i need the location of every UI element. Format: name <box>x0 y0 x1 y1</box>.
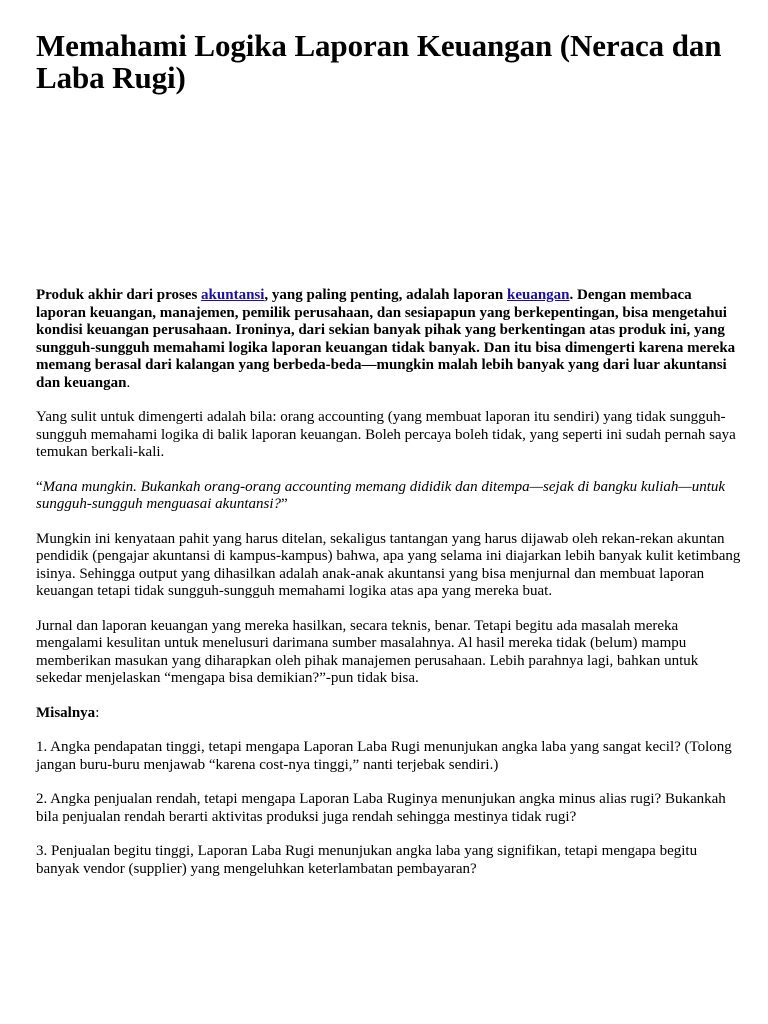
example-label: Misalnya <box>36 704 96 721</box>
list-item: 2. Angka penjualan rendah, tetapi mengapa Laporan Laba Ruginya menunjukan angka minus alias rugi? Bukankah bila penjualan rendah berarti aktivitas produksi juga rendah sehingga mestinya tidak rugi? <box>36 791 726 825</box>
intro-text-4: . <box>126 374 131 391</box>
quote-open: “ <box>36 478 43 495</box>
intro-text-1: Produk akhir dari proses <box>36 287 202 303</box>
image-placeholder-space <box>36 94 742 287</box>
quote-paragraph <box>36 479 742 514</box>
link-akuntansi[interactable]: akuntansi <box>201 287 265 303</box>
quote-text: Mana mungkin. Bukankah orang-orang accounting memang dididik dan ditempa—sejak di bangku kuliah—untuk sungguh-sungguh menguasai akuntansi? <box>36 478 726 512</box>
paragraph-2: Yang sulit untuk dimengerti adalah bila: orang accounting (yang membuat laporan itu sendiri) yang tidak sungguh-sungguh memahami logika di balik laporan keuangan. Boleh percaya boleh tidak, yang seperti ini sudah pernah saya temukan berkali-kali. <box>36 409 736 460</box>
paragraph-3: Mungkin ini kenyataan pahit yang harus ditelan, sekaligus tantangan yang harus dijawab oleh rekan-rekan akuntan pendidik (pengajar akuntansi di kampus-kampus) bahwa, apa yang selama ini diajarkan lebih banyak kulit ketimbang isinya. Sehingga output yang dihasilkan adalah anak-anak akuntansi yang bisa menjurnal dan membuat laporan keuangan tetapi tidak sungguh-sungguh memahami logika atas apa yang mereka buat. <box>36 530 741 599</box>
page-title: Memahami Logika Laporan Keuangan (Neraca dan Laba Rugi) <box>36 28 722 95</box>
intro-paragraph <box>36 287 742 392</box>
link-keuangan[interactable]: keuangan <box>507 287 570 303</box>
list-item: 1. Angka pendapatan tinggi, tetapi mengapa Laporan Laba Rugi menunjukan angka laba yang sangat kecil? (Tolong jangan buru-buru menjawab “karena cost-nya tinggi,” nanti terjebak sendiri.) <box>36 739 732 773</box>
intro-text-2: , yang paling penting, adalah laporan <box>264 287 507 303</box>
intro-text-3: . Dengan membaca laporan keuangan, manajemen, pemilik perusahaan, dan sesiapapun yang berkepentingan, bisa mengetahui kondisi keuangan perusahaan. Ironinya, dari sekian banyak pihak yang berkentingan atas produk ini, yang sungguh-sungguh memahami logika laporan keuangan tidak banyak. Dan itu bisa dimengerti karena mereka memang berasal dari kalangan yang berbeda-beda—mungkin malah lebih banyak yang dari luar akuntansi dan keuangan <box>36 287 736 391</box>
example-heading <box>36 705 742 723</box>
document-page <box>36 0 742 895</box>
list-item: 3. Penjualan begitu tinggi, Laporan Laba Rugi menunjukan angka laba yang signifikan, tetapi mengapa begitu banyak vendor (supplier) yang mengeluhkan keterlambatan pembayaran? <box>36 843 698 877</box>
example-colon: : <box>95 704 100 721</box>
paragraph-4: Jurnal dan laporan keuangan yang mereka hasilkan, secara teknis, benar. Tetapi begitu ada masalah mereka mengalami kesulitan untuk menelusuri darimana sumber masalahnya. Al hasil mereka tidak (belum) mampu memberikan masukan yang diharapkan oleh pihak manajemen perusahaan. Lebih parahnya lagi, bahkan untuk sekedar menjelaskan “mengapa bisa demikian?”-pun tidak bisa. <box>36 617 699 686</box>
quote-close: ” <box>281 496 288 512</box>
